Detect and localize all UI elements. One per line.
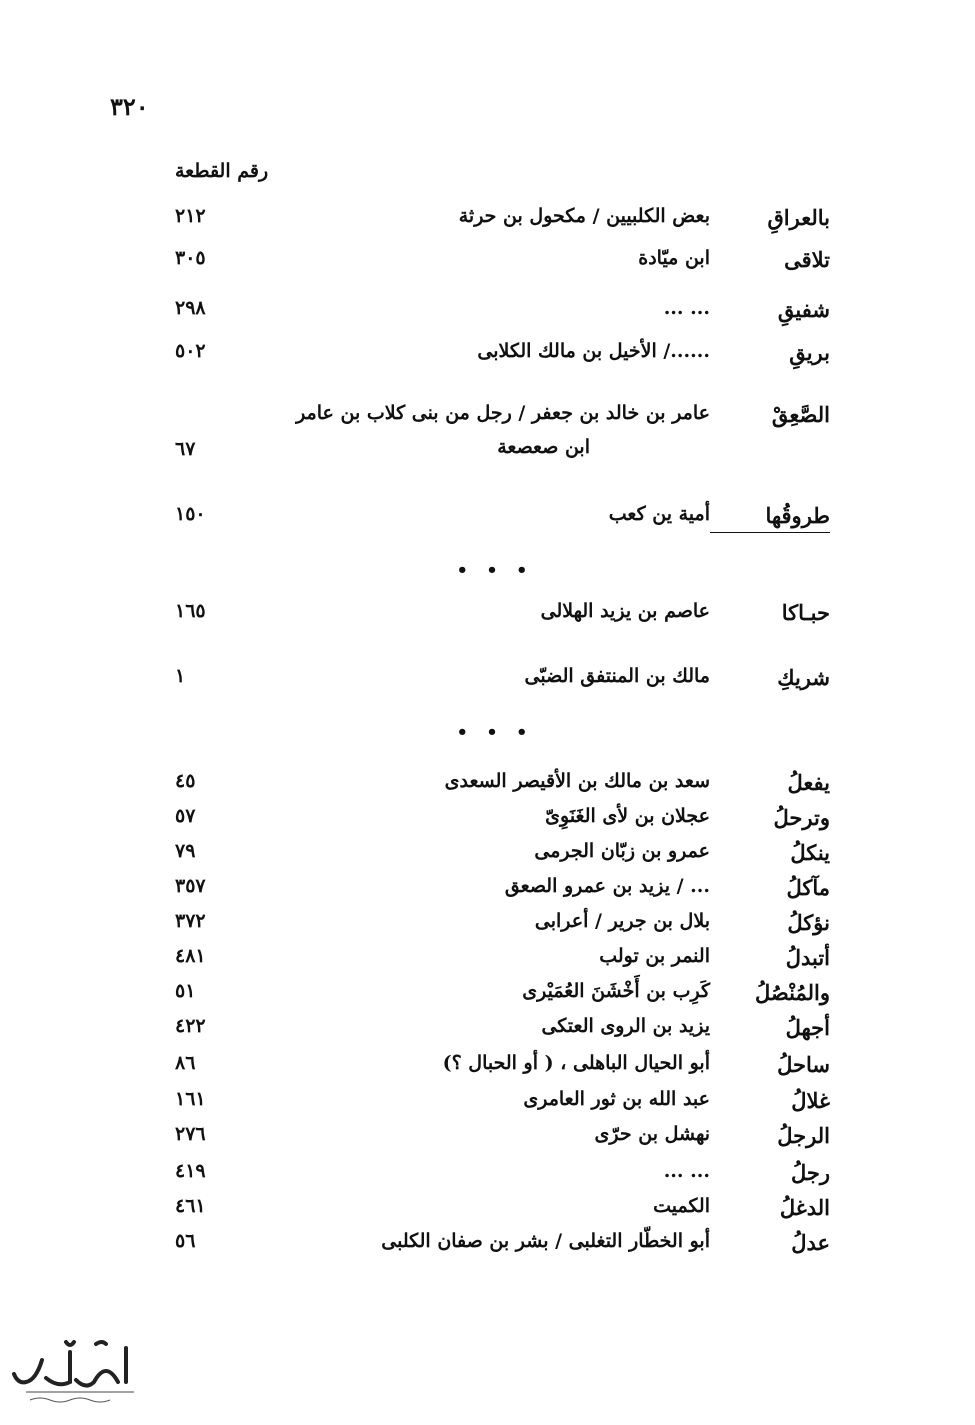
poet-name: ... ...: [663, 1160, 710, 1182]
rhyme-word: تلاقى: [784, 247, 830, 272]
section-separator: • • •: [456, 722, 534, 743]
page-number: ٣٢٠: [110, 92, 149, 121]
poet-name: ....../ الأخيل بن مالك الكلابى: [477, 340, 710, 362]
poet-name: نهشل بن حرّى: [594, 1123, 710, 1145]
poet-name: أبو الخطّار التغلبى / بشر بن صفان الكلبى: [381, 1230, 710, 1252]
index-entry: [0, 805, 975, 845]
poet-name: النمر بن تولب: [599, 945, 710, 967]
piece-number: ٣٥٧: [175, 875, 206, 897]
index-entry: [0, 205, 975, 245]
piece-number: ٤٦١: [175, 1195, 206, 1217]
rhyme-word: مآكلُ: [786, 875, 830, 900]
poet-name: الكميت: [653, 1195, 710, 1217]
piece-number: ١٦١: [175, 1088, 206, 1110]
piece-number: ٢١٢: [175, 205, 206, 227]
index-entry: [0, 770, 975, 810]
index-entry: [0, 1160, 975, 1200]
poet-name: بعض الكلبيين / مكحول بن حرثة: [458, 205, 710, 227]
rhyme-word: حبـاكا: [781, 600, 830, 625]
piece-number: ٥٦: [175, 1230, 196, 1252]
poet-name: ابن ميّادة: [638, 247, 710, 269]
index-entry: [0, 945, 975, 985]
index-entry: [0, 297, 975, 337]
index-entry: [0, 1015, 975, 1055]
rhyme-word: نؤكلُ: [787, 910, 830, 935]
piece-number: ٨٦: [175, 1052, 196, 1074]
index-entry: [0, 1123, 975, 1163]
index-entry: [0, 247, 975, 287]
index-entry: [0, 840, 975, 880]
index-entry: [0, 340, 975, 380]
piece-number: ٦٧: [175, 438, 196, 460]
rhyme-word: بالعراقِ: [767, 205, 830, 230]
rhyme-word: وترحلُ: [773, 805, 830, 830]
index-entry: [0, 600, 975, 640]
rhyme-word: أتبدلُ: [785, 945, 830, 970]
rhyme-word: غلالُ: [791, 1088, 830, 1113]
section-separator: • • •: [456, 560, 534, 581]
poet-name: عاصم بن يزيد الهلالى: [540, 600, 710, 622]
piece-number: ٣٧٢: [175, 910, 206, 932]
index-entry: [0, 1195, 975, 1235]
piece-number: ١٥٠: [175, 503, 206, 525]
index-entry: [0, 910, 975, 950]
rhyme-word: ينكلُ: [790, 840, 830, 865]
piece-number: ٢٩٨: [175, 297, 206, 319]
index-entry: [0, 1230, 975, 1270]
rhyme-word: الصَّعِقْ: [771, 402, 830, 427]
column-header-piece-number: رقم القطعة: [175, 160, 269, 182]
rhyme-word: طروقُها: [710, 503, 830, 533]
index-entry: [0, 980, 975, 1020]
rhyme-word: الرجلُ: [777, 1123, 830, 1148]
piece-number: ٥١: [175, 980, 196, 1002]
piece-number: ٧٩: [175, 840, 196, 862]
piece-number: ٥٠٢: [175, 340, 206, 362]
piece-number: ١٦٥: [175, 600, 206, 622]
rhyme-word: ساحلُ: [777, 1052, 830, 1077]
piece-number: ٣٠٥: [175, 247, 206, 269]
piece-number: ٢٧٦: [175, 1123, 206, 1145]
poet-name: ... / يزيد بن عمرو الصعق: [504, 875, 710, 897]
poet-name: عمرو بن زبّان الجرمى: [534, 840, 710, 862]
poet-name: عجلان بن لأى الغَنَوِىّ: [545, 805, 710, 827]
index-entry: [0, 503, 975, 543]
rhyme-word: بريقِ: [789, 340, 830, 365]
rhyme-word: عدلُ: [791, 1230, 830, 1255]
poet-name-line2: ابن صعصعة: [497, 436, 590, 458]
poet-name: يزيد بن الروى العتكى: [541, 1015, 710, 1037]
calligraphy-logo: [6, 1330, 146, 1410]
piece-number: ٤٨١: [175, 945, 206, 967]
piece-number: ٤١٩: [175, 1160, 206, 1182]
piece-number: ١: [175, 665, 186, 687]
rhyme-word: شريكِ: [777, 665, 830, 690]
rhyme-word: رجلُ: [790, 1160, 830, 1185]
rhyme-word: أجهلُ: [785, 1015, 830, 1040]
poet-name: أمية ين كعب: [608, 503, 710, 525]
poet-name: سعد بن مالك بن الأقيصر السعدى: [444, 770, 710, 792]
index-entry: [0, 665, 975, 705]
rhyme-word: يفعلُ: [787, 770, 830, 795]
index-entry: [0, 875, 975, 915]
piece-number: ٤٢٢: [175, 1015, 206, 1037]
poet-name: كَرِب بن أَخْشَنَ العُمَيْرى: [522, 980, 710, 1002]
index-entry: [0, 1052, 975, 1092]
poet-name: أبو الحيال الباهلى ، ( أو الحبال ؟): [442, 1052, 710, 1074]
poet-name: ... ...: [663, 297, 710, 319]
piece-number: ٥٧: [175, 805, 196, 827]
index-entry-multiline: [0, 402, 975, 482]
poet-name-line1: عامر بن خالد بن جعفر / رجل من بنى كلاب بن عامر: [296, 402, 710, 424]
poet-name: مالك بن المنتفق الضبّى: [524, 665, 710, 687]
piece-number: ٤٥: [175, 770, 196, 792]
poet-name: عبد الله بن ثور العامرى: [523, 1088, 710, 1110]
rhyme-word: شفيقِ: [777, 297, 830, 322]
rhyme-word: الدغلُ: [779, 1195, 830, 1220]
index-entry: [0, 1088, 975, 1128]
poet-name: بلال بن جرير / أعرابى: [534, 910, 710, 932]
rhyme-word: والمُنْصُلُ: [755, 980, 830, 1005]
